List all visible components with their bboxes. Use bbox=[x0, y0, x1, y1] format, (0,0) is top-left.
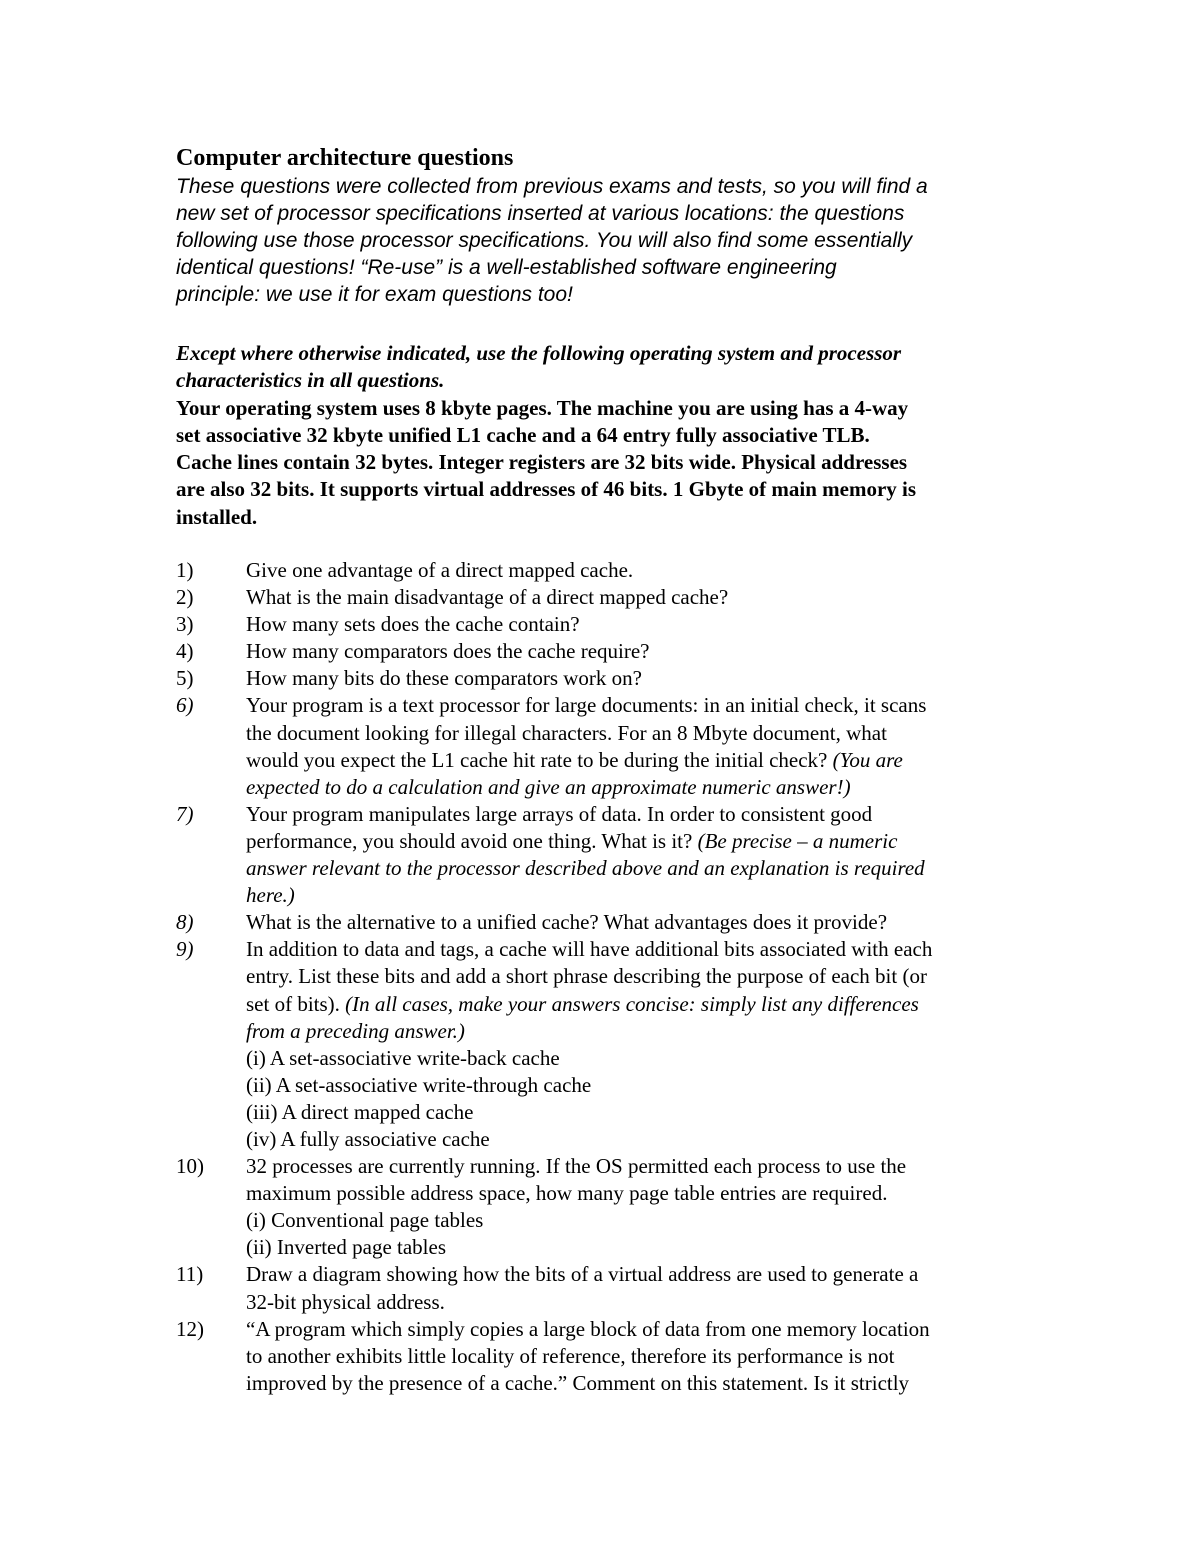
question-item bbox=[176, 638, 1076, 665]
question-line: How many bits do these comparators work on? bbox=[246, 666, 642, 691]
question-item bbox=[176, 692, 1076, 800]
intro-paragraph bbox=[176, 173, 1036, 308]
intro-line: identical questions! “Re-use” is a well-established software engineering bbox=[176, 256, 837, 279]
question-line: What is the alternative to a unified cache? What advantages does it provide? bbox=[246, 910, 888, 935]
intro-line: principle: we use it for exam questions too! bbox=[176, 283, 573, 306]
question-line bbox=[246, 747, 1076, 774]
question-item bbox=[176, 557, 1076, 584]
question-item bbox=[176, 584, 1076, 611]
question-line: here.) bbox=[246, 883, 295, 908]
question-number: 4) bbox=[176, 639, 194, 664]
question-number: 5) bbox=[176, 666, 194, 691]
question-item bbox=[176, 1153, 1076, 1261]
question-text bbox=[246, 801, 1076, 909]
question-line: improved by the presence of a cache.” Comment on this statement. Is it strictly bbox=[246, 1370, 910, 1395]
question-number: 3) bbox=[176, 612, 194, 637]
intro-line: following use those processor specifications. You will also find some essentially bbox=[176, 229, 913, 252]
question-line: What is the main disadvantage of a direct mapped cache? bbox=[246, 585, 729, 610]
question-subitem: (iv) A fully associative cache bbox=[246, 1126, 490, 1151]
question-item bbox=[176, 665, 1076, 692]
question-subitem: (ii) Inverted page tables bbox=[246, 1235, 446, 1260]
page-title: Computer architecture questions bbox=[176, 145, 514, 171]
question-line: from a preceding answer.) bbox=[246, 1018, 465, 1043]
question-number: 8) bbox=[176, 910, 194, 935]
question-line: Your program is a text processor for large documents: in an initial check, it scans bbox=[246, 693, 927, 718]
question-text bbox=[246, 909, 1076, 936]
question-line: How many sets does the cache contain? bbox=[246, 612, 580, 637]
question-text bbox=[246, 638, 1076, 665]
specs-line: Your operating system uses 8 kbyte pages. The machine you are using has a 4-way bbox=[176, 395, 909, 420]
question-line: In addition to data and tags, a cache will have additional bits associated with each bbox=[246, 937, 933, 962]
question-text bbox=[246, 1316, 1076, 1397]
question-text bbox=[246, 1153, 1076, 1261]
specs-line: are also 32 bits. It supports virtual addresses of 46 bits. 1 Gbyte of main memory is bbox=[176, 477, 917, 502]
question-line: How many comparators does the cache require? bbox=[246, 639, 650, 664]
question-line: Draw a diagram showing how the bits of a virtual address are used to generate a bbox=[246, 1262, 919, 1287]
question-text bbox=[246, 665, 1076, 692]
question-list bbox=[176, 557, 1076, 1397]
question-line: Give one advantage of a direct mapped cache. bbox=[246, 558, 634, 582]
question-line: maximum possible address space, how many page table entries are required. bbox=[246, 1181, 888, 1206]
specs-line: set associative 32 kbyte unified L1 cache and a 64 entry fully associative TLB. bbox=[176, 422, 870, 447]
question-item bbox=[176, 611, 1076, 638]
specs-line: Cache lines contain 32 bytes. Integer registers are 32 bits wide. Physical addresses bbox=[176, 450, 908, 475]
question-hint: (Be precise – a numeric bbox=[697, 828, 898, 853]
question-line: to another exhibits little locality of reference, therefore its performance is not bbox=[246, 1343, 895, 1368]
question-hint: (In all cases, make your answers concise: simply list any differences bbox=[345, 991, 919, 1016]
question-text bbox=[246, 611, 1076, 638]
question-subitem: (iii) A direct mapped cache bbox=[246, 1099, 474, 1124]
question-line-text: set of bits). bbox=[246, 991, 346, 1016]
specs-line: installed. bbox=[176, 504, 258, 529]
question-line bbox=[246, 991, 1076, 1018]
question-text bbox=[246, 1261, 1076, 1315]
question-line: the document looking for illegal characters. For an 8 Mbyte document, what bbox=[246, 720, 887, 745]
question-line: answer relevant to the processor described above and an explanation is required bbox=[246, 856, 925, 881]
question-item bbox=[176, 909, 1076, 936]
question-subitem: (ii) A set-associative write-through cache bbox=[246, 1072, 592, 1097]
question-number: 6) bbox=[176, 693, 194, 718]
question-subitem: (i) Conventional page tables bbox=[246, 1208, 484, 1233]
question-text bbox=[246, 692, 1076, 800]
question-text bbox=[246, 584, 1076, 611]
question-line: entry. List these bits and add a short phrase describing the purpose of each bit (or bbox=[246, 964, 927, 989]
question-item bbox=[176, 801, 1076, 909]
question-line-text: would you expect the L1 cache hit rate to be during the initial check? bbox=[246, 747, 833, 772]
question-line: Your program manipulates large arrays of data. In order to consistent good bbox=[246, 801, 873, 826]
question-number: 7) bbox=[176, 801, 194, 826]
question-text bbox=[246, 557, 1076, 584]
question-item bbox=[176, 1316, 1076, 1397]
question-line-text: performance, you should avoid one thing. What is it? bbox=[246, 828, 698, 853]
specs-note-line: characteristics in all questions. bbox=[176, 368, 445, 393]
question-item bbox=[176, 936, 1076, 1153]
question-item bbox=[176, 1261, 1076, 1315]
question-subitem: (i) A set-associative write-back cache bbox=[246, 1045, 560, 1070]
question-line: 32-bit physical address. bbox=[246, 1289, 445, 1314]
question-number: 2) bbox=[176, 585, 194, 610]
question-number: 9) bbox=[176, 937, 194, 962]
processor-specs bbox=[176, 340, 1056, 531]
question-line: expected to do a calculation and give an approximate numeric answer!) bbox=[246, 774, 851, 799]
question-line: 32 processes are currently running. If the OS permitted each process to use the bbox=[246, 1154, 907, 1179]
intro-line: new set of processor specifications inserted at various locations: the questions bbox=[176, 202, 905, 225]
question-number: 10) bbox=[176, 1154, 204, 1179]
question-line: “A program which simply copies a large block of data from one memory location bbox=[246, 1316, 930, 1341]
intro-line: These questions were collected from previous exams and tests, so you will find a bbox=[176, 175, 928, 198]
question-hint: (You are bbox=[832, 747, 903, 772]
question-line bbox=[246, 828, 1076, 855]
question-number: 11) bbox=[176, 1262, 204, 1287]
question-text bbox=[246, 936, 1076, 1153]
question-number: 1) bbox=[176, 558, 194, 582]
question-number: 12) bbox=[176, 1316, 204, 1341]
specs-note-line: Except where otherwise indicated, use the following operating system and processor bbox=[176, 341, 902, 365]
